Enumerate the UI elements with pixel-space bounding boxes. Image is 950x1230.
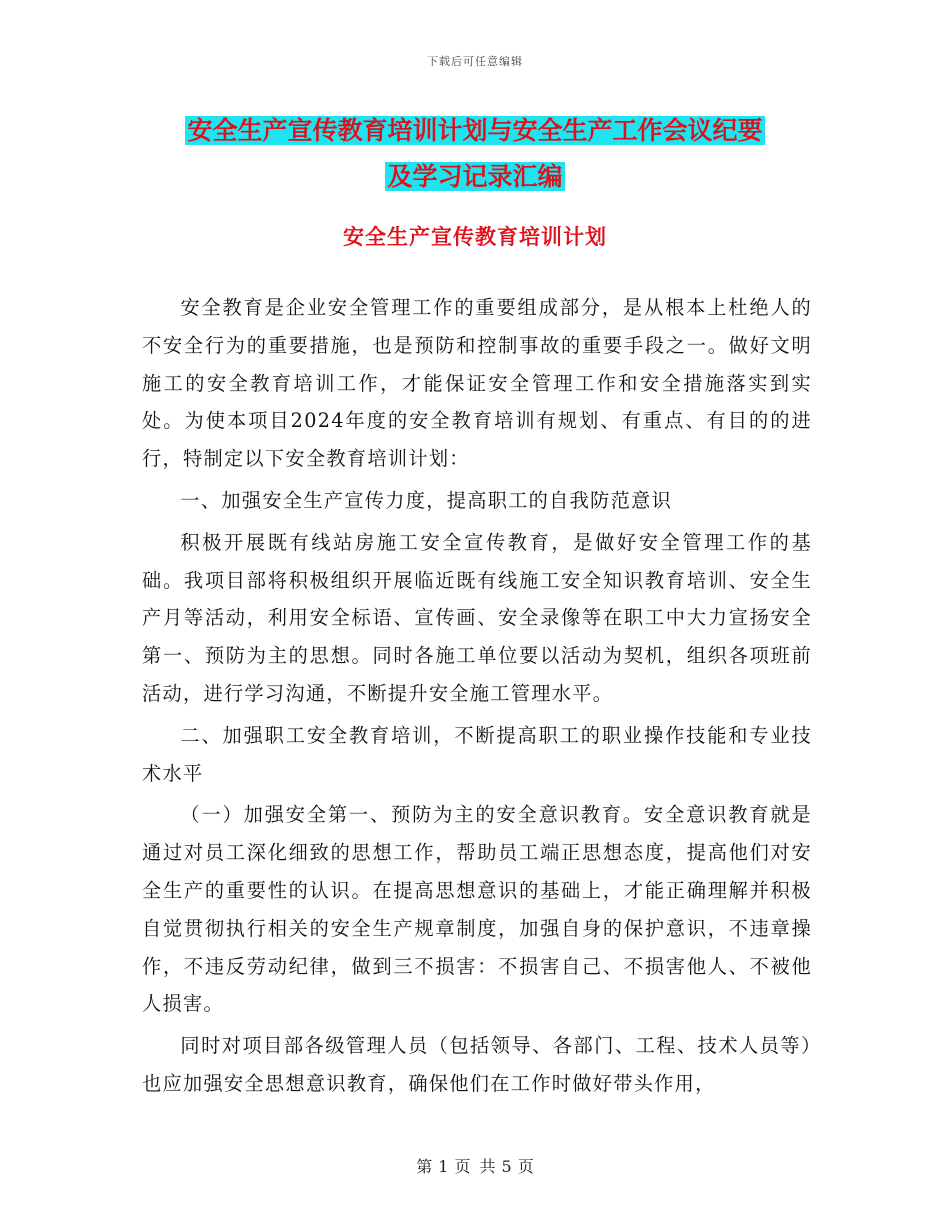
footer-current-page: 1 [438,1157,449,1176]
paragraph-heading-2: 二、加强职工安全教育培训，不断提高职工的职业操作技能和专业技术水平 [142,723,812,785]
paragraph: 同时对项目部各级管理人员（包括领导、各部门、工程、技术人员等）也应加强安全思想意识教育，确保他们在工作时做好带头作用， [142,1034,812,1095]
document-title [0,108,950,200]
section-title: 安全生产宣传教育培训计划 [343,225,607,249]
paragraph: 积极开展既有线站房施工安全宣传教育，是做好安全管理工作的基础。我项目部将积极组织开展临近既有线施工安全知识教育培训、安全生产月等活动，利用安全标语、宣传画、安全录像等在职工中大力宣扬安全第一、预防为主的思想。同时各施工单位要以活动为契机，组织各项班前活动，进行学习沟通，不断提升安全施工管理水平。 [142,530,812,705]
footer-prefix: 第 [416,1157,433,1176]
paragraph: （一）加强安全第一、预防为主的安全意识教育。安全意识教育就是通过对员工深化细致的思想工作，帮助员工端正思想态度，提高他们对安全生产的重要性的认识。在提高思想意识的基础上，才能正确理解并积极自觉贯彻执行相关的安全生产规章制度，加强自身的保护意识，不违章操作，不违反劳动纪律，做到三不损害：不损害自己、不损害他人、不被他人损害。 [142,803,812,1016]
page-footer [0,1154,950,1177]
paragraph-intro: 安全教育是企业安全管理工作的重要组成部分，是从根本上杜绝人的不安全行为的重要措施，也是预防和控制事故的重要手段之一。做好文明施工的安全教育培训工作，才能保证安全管理工作和安全措施落实到实处。为使本项目2024年度的安全教育培训有规划、有重点、有目的的进行，特制定以下安全教育培训计划： [142,296,812,471]
document-title-line-1: 安全生产宣传教育培训计划与安全生产工作会议纪要 [187,116,763,145]
footer-suffix: 页 [517,1157,534,1176]
footer-middle: 页 共 [454,1157,496,1176]
paragraph-heading-1: 一、加强安全生产宣传力度，提高职工的自我防范意识 [180,488,673,512]
page-header-note: 下载后可任意编辑 [427,55,523,68]
document-title-line-2: 及学习记录汇编 [387,162,563,191]
footer-total-pages: 5 [501,1157,512,1176]
document-body [142,289,812,1107]
